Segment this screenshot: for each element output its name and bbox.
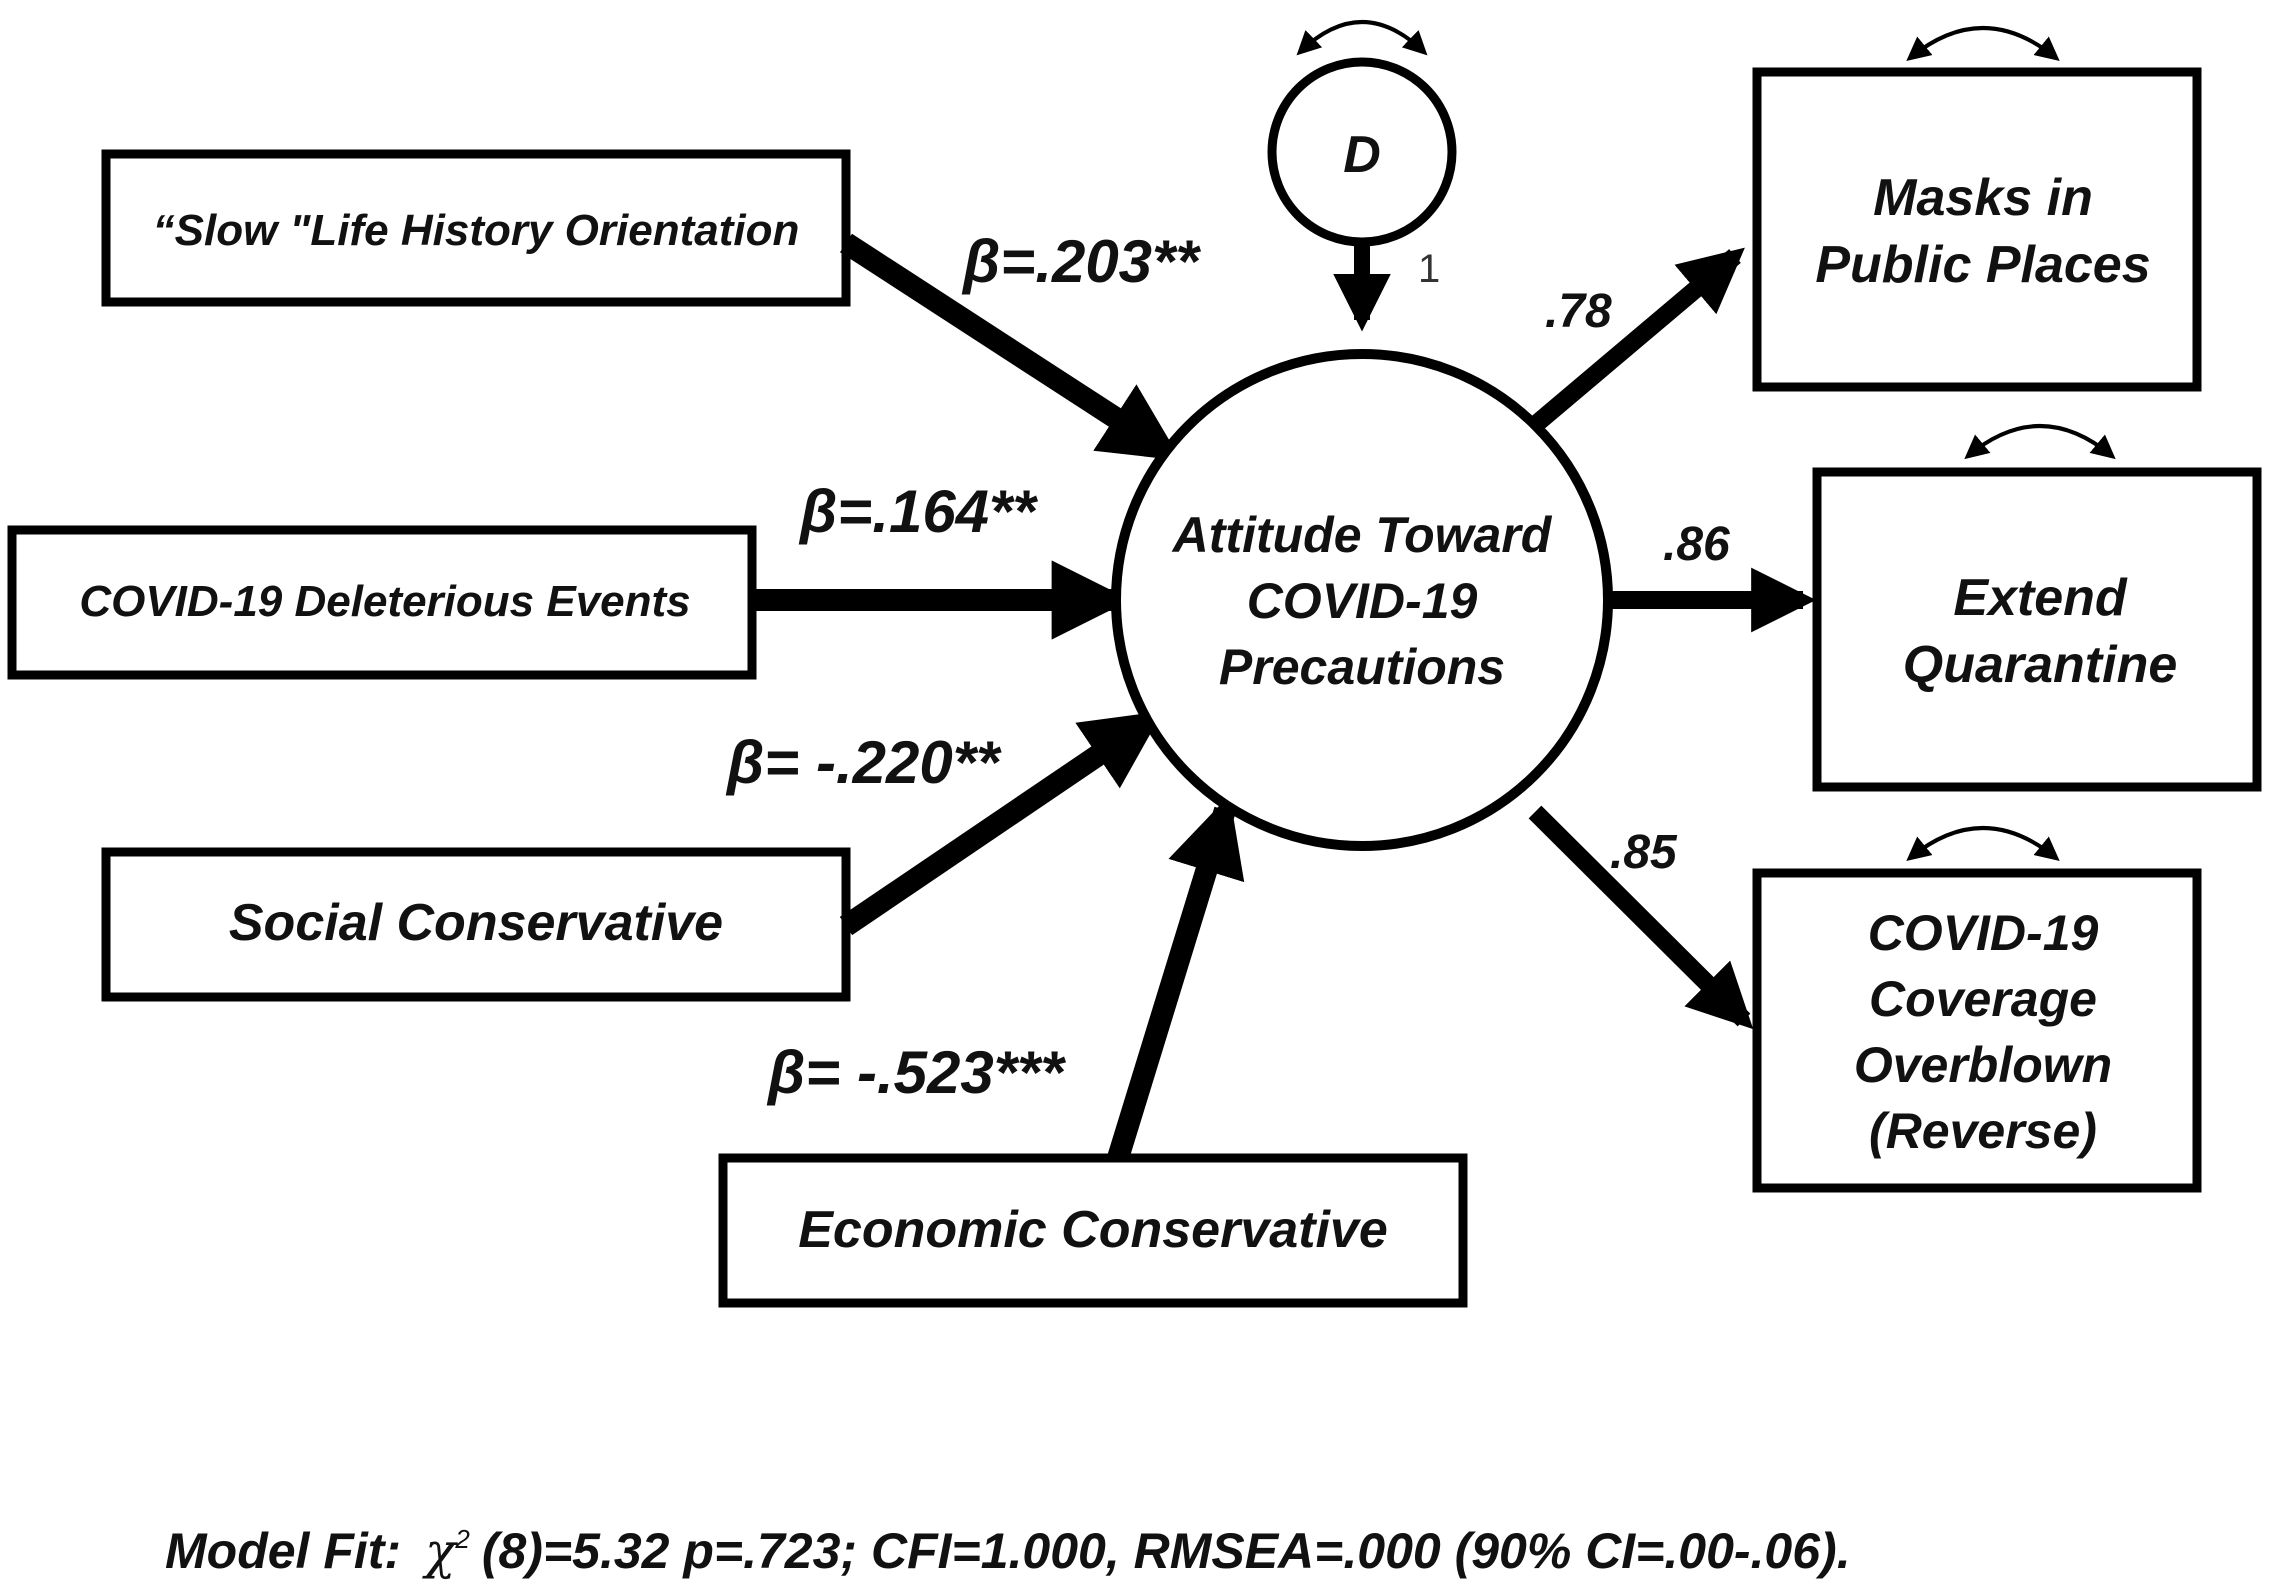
- loading-coverage: .85: [1610, 826, 1677, 879]
- beta-economic: β= -.523***: [768, 1039, 1064, 1106]
- beta-slow-life: β=.203**: [963, 228, 1199, 295]
- disturbance-weight: 1: [1418, 247, 1441, 291]
- node-disturbance: [1272, 62, 1452, 242]
- node-slow-life-history-label: “Slow "Life History Orientation: [152, 206, 800, 255]
- path-economic-arrow: [1118, 810, 1225, 1158]
- disturbance-label: D: [1343, 126, 1381, 184]
- coverage-variance-arrow: [1910, 828, 2056, 858]
- coverage-label-line3: Overblown: [1853, 1037, 2113, 1093]
- node-extend-quarantine: [1817, 472, 2257, 787]
- path-masks-arrow: [1535, 256, 1735, 425]
- model-fit-prefix: Model Fit:: [165, 1523, 402, 1579]
- disturbance-variance-arrow: [1300, 22, 1424, 52]
- central-label-line1: Attitude Toward: [1172, 507, 1552, 563]
- node-coverage-overblown: [1757, 873, 2197, 1188]
- beta-deleterious: β=.164**: [800, 478, 1036, 545]
- chi-square-superscript: 2: [455, 1524, 470, 1554]
- loading-quarantine: .86: [1663, 518, 1730, 571]
- chi-square-symbol: χ: [425, 1522, 456, 1580]
- loading-masks: .78: [1545, 285, 1612, 338]
- quarantine-label-line2: Quarantine: [1902, 636, 2178, 694]
- model-fit-footer: [165, 1522, 1851, 1580]
- masks-label-line1: Masks in: [1873, 169, 2093, 227]
- node-attitude-toward-precautions: [1116, 354, 1608, 846]
- coverage-label-line4: (Reverse): [1869, 1103, 2097, 1159]
- coverage-label-line2: Coverage: [1869, 971, 2097, 1027]
- node-social-conservative-label: Social Conservative: [228, 894, 724, 952]
- quarantine-variance-arrow: [1968, 426, 2112, 456]
- masks-label-line2: Public Places: [1815, 236, 2151, 294]
- central-label-line3: Precautions: [1218, 639, 1506, 695]
- coverage-label-line1: COVID-19: [1867, 905, 2099, 961]
- central-label-line2: COVID-19: [1246, 573, 1478, 629]
- node-deleterious-events-label: COVID-19 Deleterious Events: [79, 577, 691, 626]
- model-fit-stats: (8)=5.32 p=.723; CFI=1.000, RMSEA=.000 (90% CI=.00-.06).: [481, 1523, 1851, 1579]
- node-masks-public-places: [1757, 72, 2197, 387]
- node-deleterious-events: [12, 530, 752, 675]
- node-slow-life-history: [106, 154, 846, 302]
- node-economic-conservative-label: Economic Conservative: [798, 1201, 1388, 1259]
- quarantine-label-line1: Extend: [1953, 569, 2127, 627]
- node-social-conservative: [106, 852, 846, 997]
- beta-social: β= -.220**: [727, 729, 1000, 796]
- masks-variance-arrow: [1910, 28, 2056, 58]
- node-economic-conservative: [723, 1158, 1463, 1303]
